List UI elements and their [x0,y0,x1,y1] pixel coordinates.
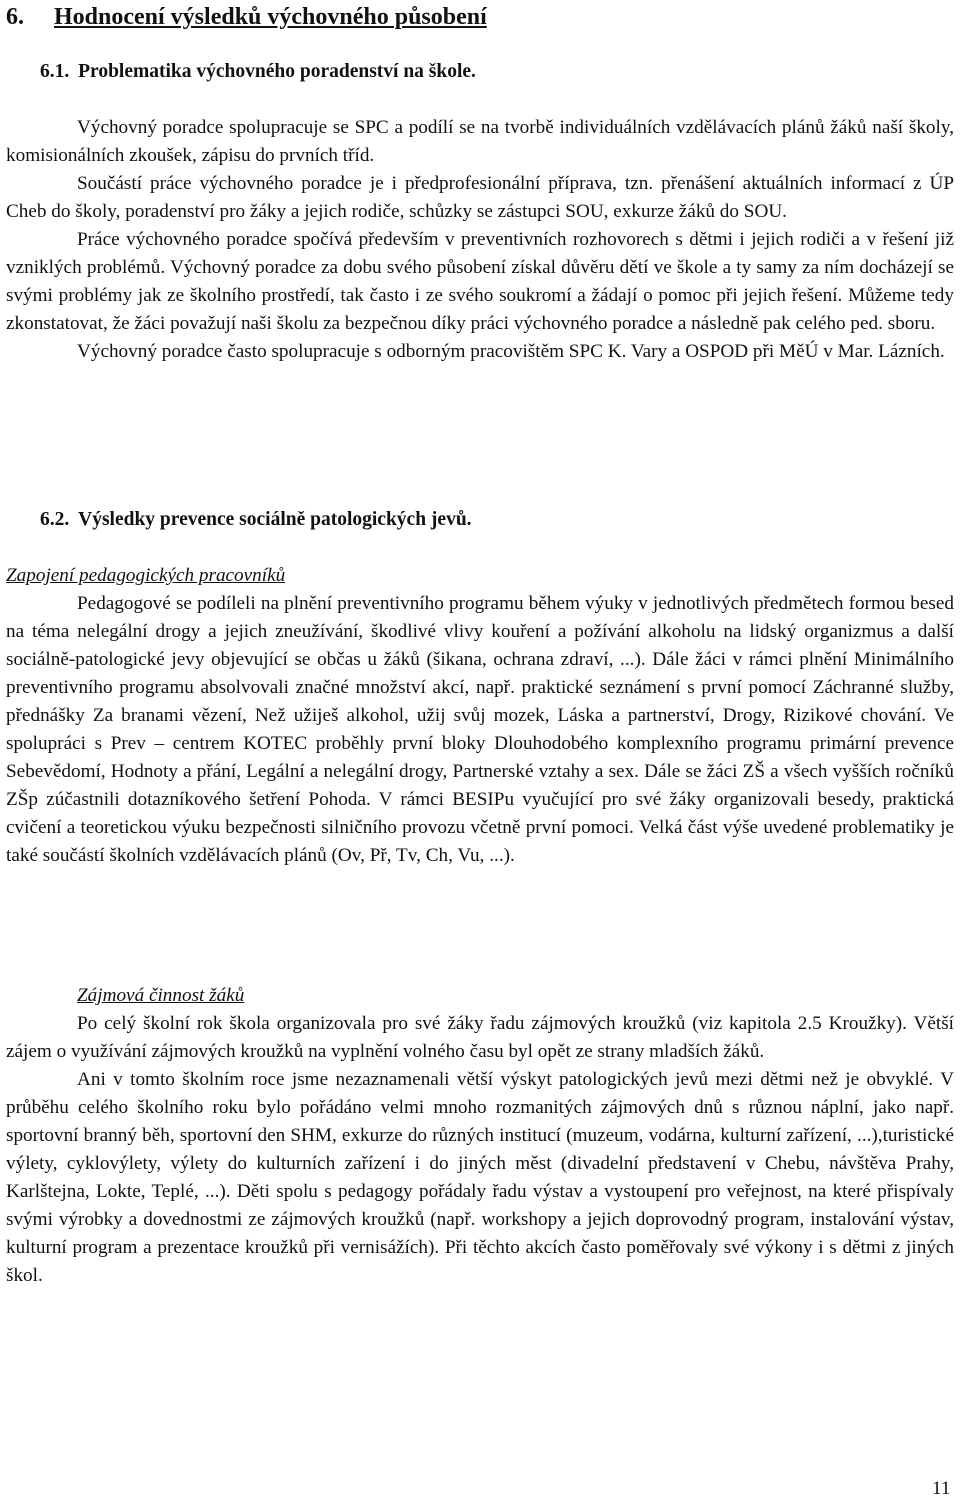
chapter-title: Hodnocení výsledků výchovného působení [54,4,487,30]
subsection-heading-activities: Zájmová činnost žáků [77,985,245,1006]
paragraph: Práce výchovného poradce spočívá především v preventivních rozhovorech s dětmi i jejich rodiči a v řešení již vzniklých problémů. Výchovný poradce za dobu svého působení získal důvěru dětí ve škole a ty samy za ním docházejí se svými problémy jak ze školního prostředí, tak často i ze svého soukromí a žádají o pomoc při jejich řešení. Můžeme tedy zkonstatovat, že žáci považují naši školu za bezpečnou díky práci výchovného poradce a následně pak celého ped. sboru. [6,229,954,334]
subsection-activities-body [6,1010,954,1290]
paragraph: Pedagogové se podíleli na plnění preventivního programu během výuky v jednotlivých předmětech formou besed na téma nelegální drogy a jejich zneužívání, škodlivé vlivy kouření a požívání alkoholu na lidský organizmus a další sociálně-patologické jevy objevující se občas u žáků (šikana, ochrana zdraví, ...). Dále žáci v rámci plnění Minimálního preventivního programu absolvovali značné množství akcí, např. praktické seznámení s první pomocí Záchranné služby, přednášky Za branami vězení, Než užiješ alkohol, užij svůj mozek, Láska a partnerství, Drogy, Rizikové chování. Ve spolupráci s Prev – centrem KOTEC proběhly první bloky Dlouhodobého komplexního programu primární prevence Sebevědomí, Hodnoty a přání, Legální a nelegální drogy, Partnerské vztahy a sex. Dále se žáci ZŠ a všech vyšších ročníků ZŠp zúčastnili dotazníkového šetření Pohoda. V rámci BESIPu vyučující pro své žáky organizovali besedy, praktická cvičení a teoretickou výuku bezpečnosti silničního provozu včetně první pomoci. Velká část výše uvedené problematiky je také součástí školních vzdělávacích plánů (Ov, Př, Tv, Ch, Vu, ...). [6,593,954,866]
section-title: Výsledky prevence sociálně patologických jevů. [78,509,472,530]
paragraph: Po celý školní rok škola organizovala pro své žáky řadu zájmových kroužků (viz kapitola 2.5 Kroužky). Větší zájem o využívání zájmových kroužků na vyplnění volného času byl opět ze strany mladších žáků. [6,1013,954,1062]
chapter-heading [6,2,487,32]
section-number: 6.1. [40,61,70,82]
paragraph: Výchovný poradce spolupracuje se SPC a podílí se na tvorbě individuálních vzdělávacích plánů žáků naší školy, komisionálních zkoušek, zápisu do prvních tříd. [6,117,954,166]
section-6-1-body [6,114,954,366]
paragraph: Ani v tomto školním roce jsme nezaznamenali větší výskyt patologických jevů mezi dětmi než je obvyklé. V průběhu celého školního roku bylo pořádáno velmi mnoho rozmanitých zájmových dnů s různou náplní, jako např. sportovní branný běh, sportovní den SHM, exkurze do různých institucí (muzeum, vodárna, kulturní zařízení, ...),turistické výlety, cyklovýlety, výlety do kulturních zařízení i do jiných měst (divadelní představení v Chebu, návštěva Prahy, Karlštejna, Lokte, Teplé, ...). Děti spolu s pedagogy pořádaly řadu výstav a vystoupení pro veřejnost, na které přispívaly svými výrobky a dovednostmi ze zájmových kroužků (např. workshopy a jejich doprovodný program, instalování výstav, kulturní program a prezentace kroužků při vernisážích). Při těchto akcích často poměřovaly své výkony i s dětmi z jiných škol. [6,1069,954,1286]
page-number: 11 [932,1478,951,1499]
paragraph: Součástí práce výchovného poradce je i předprofesionální příprava, tzn. přenášení aktuálních informací z ÚP Cheb do školy, poradenství pro žáky a jejich rodiče, schůzky se zástupci SOU, exkurze žáků do SOU. [6,173,954,222]
section-heading-6-2 [40,506,472,534]
section-title: Problematika výchovného poradenství na škole. [78,61,476,82]
subsection-pedagogues-body [6,590,954,870]
section-heading-6-1 [40,58,476,86]
section-number: 6.2. [40,509,70,530]
paragraph: Výchovný poradce často spolupracuje s odborným pracovištěm SPC K. Vary a OSPOD při MěÚ v Mar. Lázních. [77,341,945,362]
subsection-heading-pedagogues: Zapojení pedagogických pracovníků [6,565,286,586]
chapter-number: 6. [6,4,24,30]
